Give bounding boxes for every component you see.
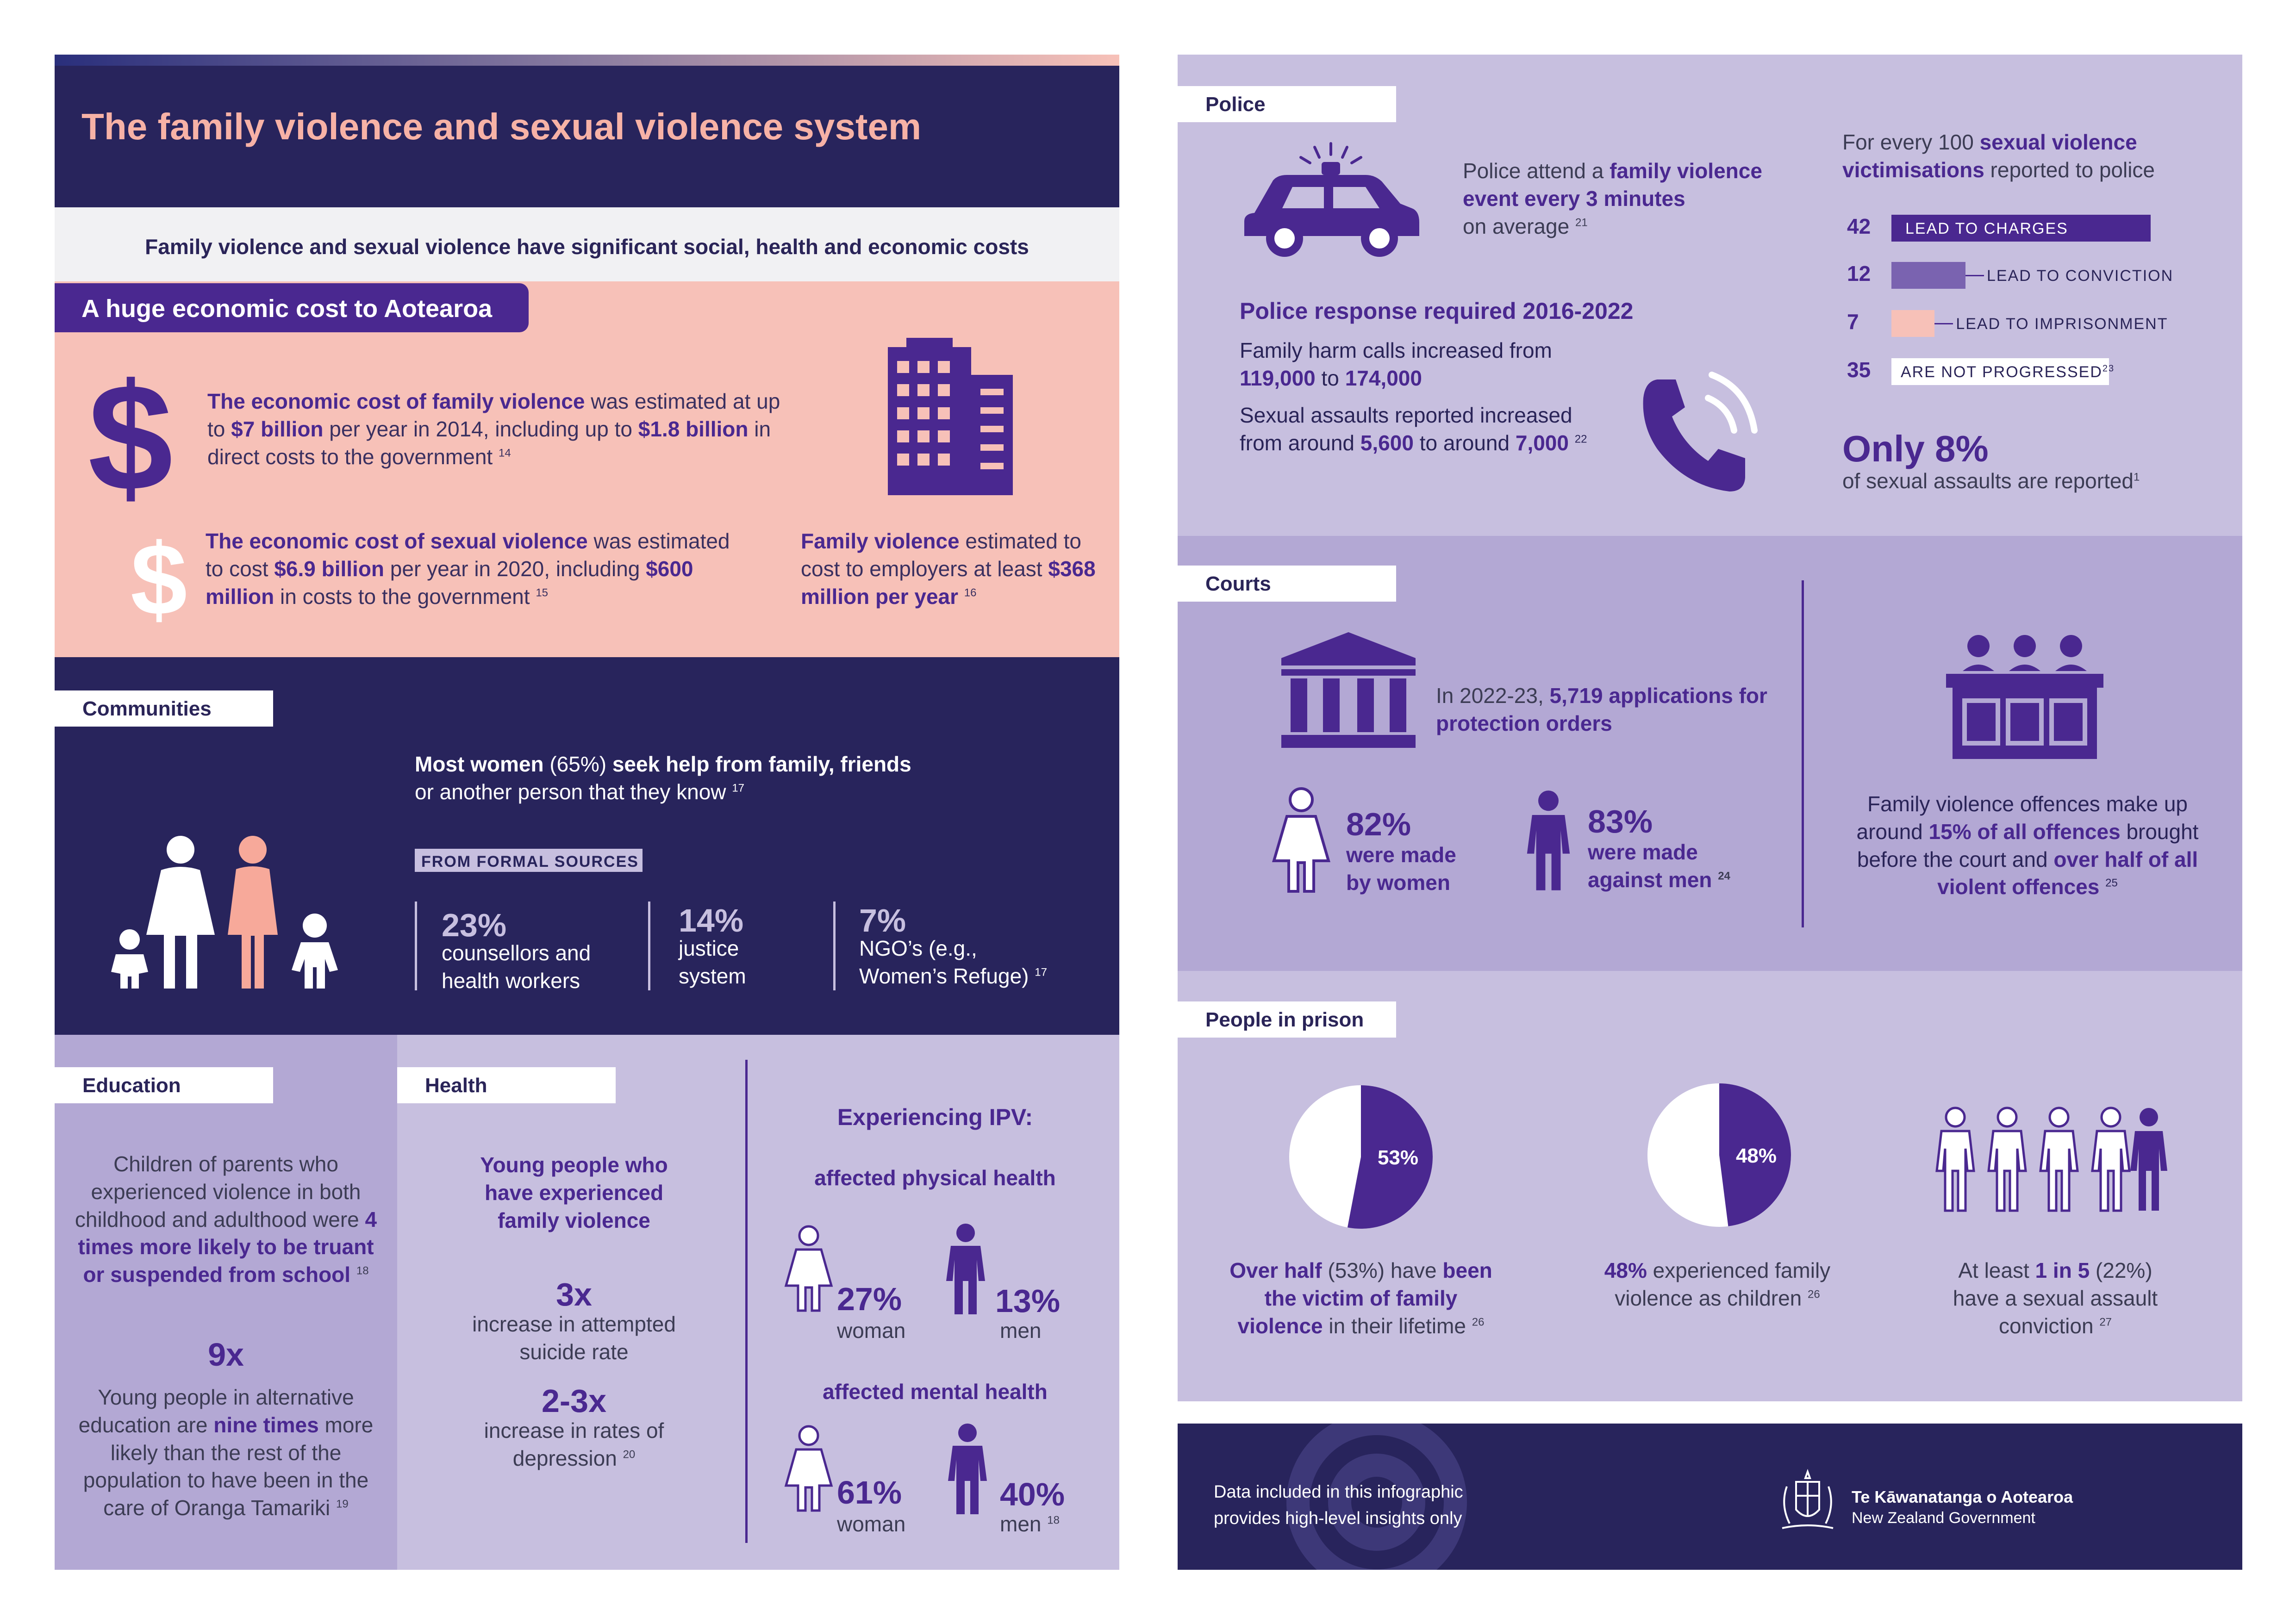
outcome-number: 35 [1847,358,1871,382]
police-response-heading: Police response required 2016-2022 [1240,298,1634,324]
health-tab: Health [397,1067,616,1103]
ipv-mental-men-label: men $^{18}$ [1000,1512,1060,1536]
health-stat-suicide: 3x [556,1276,592,1312]
man-icon [1523,785,1574,896]
courts-women-text: were made by women [1346,843,1456,895]
subtitle: Family violence and sexual violence have significant social, health and economic costs [145,235,1029,259]
prison-caption-conviction: At least 1 in 5 (22%) have a sexual assault conviction $^{27}$ [1953,1258,2158,1338]
outcome-bar [1891,310,1934,337]
outcome-label: LEAD TO IMPRISONMENT [1956,315,2168,333]
communities-intro: Most women (65%) seek help from family, friends or another person that they know $^{17}$ [415,752,911,804]
outcome-bar [1891,262,1965,289]
courts-offences-text: Family violence offences make up around 15% of all offences brought before the court and over half of all violent offences $^{25}$ [1856,792,2199,899]
sv-cost-text: The economic cost of sexual violence was estimated to cost $6.9 billion per year in 2020, including $600 million in costs to the government $^{15}$ [206,529,730,609]
courts-tab: Courts [1178,566,1396,602]
ipv-mental-men-pct: 40% [1000,1476,1065,1512]
police-calls-text: Family harm calls increased from 119,000 to 174,000 [1240,338,1552,390]
prison-people-icon [1937,1106,2168,1213]
divider-stat-1 [648,902,650,990]
ipv-mental-women-pct: 61% [837,1474,902,1511]
health-heading: Young people who have experienced family violence [480,1153,668,1232]
only-8-heading: Only 8% [1842,428,1989,469]
phone-icon [1639,370,1759,495]
ipv-physical-men-pct: 13% [995,1283,1061,1319]
ipv-physical-men-label: men [1000,1318,1042,1343]
police-car-icon [1241,143,1421,259]
ipv-mental-heading: affected mental health [823,1380,1048,1404]
outcome-number: 12 [1847,261,1871,286]
education-fact-2: Young people in alternative education are nine times more likely than the rest of the population to have been in the care of Oranga Tamariki $^{19}$ [78,1385,374,1520]
outcome-number: 7 [1847,310,1859,334]
outcome-leader-line [1965,275,1984,276]
footer-gov-english: New Zealand Government [1852,1509,2035,1527]
courts-divider [1802,580,1804,927]
ipv-physical-women-pct: 27% [837,1281,902,1317]
nz-coat-of-arms-icon [1773,1468,1842,1533]
employer-cost-text: Family violence estimated to cost to employers at least $368 million per year $^{16}$ [801,529,1096,609]
stat-pct-ngo: 7% [859,902,906,939]
police-sa-text: Sexual assaults reported increased from around 5,600 to around 7,000 $^{22}$ [1240,403,1587,455]
courts-men-pct: 83% [1588,803,1653,839]
education-tab: Education [55,1067,273,1103]
outcome-leader-line [1934,323,1953,324]
fv-cost-text: The economic cost of family violence was estimated at up to $7 billion per year in 2014, including up to $1.8 billion in direct costs to the government $^{14}$ [207,389,780,469]
education-big-stat: 9x [208,1337,244,1373]
footer-gov-maori: Te Kāwanatanga o Aotearoa [1852,1487,2073,1506]
dollar-icon-small: $ [131,522,187,636]
top-gradient-bar [55,55,1119,66]
dollar-icon-large: $ [88,352,173,522]
stat-label-counsellors: counsellors and health workers [442,941,591,993]
prison-caption-victim: Over half (53%) have been the victim of family violence in their lifetime $^{26}$ [1229,1258,1492,1338]
divider-stat-2 [833,902,836,990]
prison-tab: People in prison [1178,1001,1396,1038]
outcome-label: LEAD TO CONVICTION [1987,267,2174,285]
woman-icon [783,1225,834,1312]
footer-note: Data included in this infographic provides high-level insights only [1214,1482,1463,1528]
man-icon [944,1423,991,1515]
pie-label: 53% [1377,1146,1419,1169]
prison-pie-victim [1287,1083,1435,1231]
ipv-physical-heading: affected physical health [814,1166,1056,1190]
stat-pct-justice: 14% [679,902,744,939]
divider-stat-0 [415,902,417,990]
stat-pct-counsellors: 23% [442,907,507,943]
education-fact-1: Children of parents who experienced violence in both childhood and adulthood were 4 times more likely to be truant or suspended from school $^{18}$ [75,1152,377,1287]
health-stat-depression: 2-3x [541,1383,607,1419]
stat-label-justice: justice system [679,936,746,988]
ipv-mental-women-label: woman [837,1512,906,1536]
office-building-icon [888,338,1013,495]
family-group-icon [106,833,347,990]
prison-caption-children: 48% experienced family violence as children $^{26}$ [1604,1258,1831,1310]
communities-tab: Communities [55,690,273,727]
police-tab: Police [1178,86,1396,122]
economic-badge-label: A huge economic cost to Aotearoa [81,295,493,323]
outcome-label: LEAD TO CHARGES [1905,220,2068,237]
only-8-text: of sexual assaults are reported$^1$ [1842,469,2140,493]
outcome-label: ARE NOT PROGRESSED$^{23}$ [1901,363,2115,381]
man-icon [942,1223,989,1315]
woman-icon [783,1424,834,1512]
courthouse-icon [1281,632,1416,748]
outcome-number: 42 [1847,214,1871,238]
police-attend-text: Police attend a family violence event every 3 minutes on average $^{21}$ [1463,159,1762,238]
courts-men-text: were made against men $^{24}$ [1588,840,1730,892]
ipv-heading: Experiencing IPV: [837,1104,1033,1130]
courts-applications: In 2022-23, 5,719 applications for protection orders [1436,684,1767,735]
pie-label: 48% [1735,1144,1777,1167]
ipv-divider [745,1060,748,1543]
ipv-physical-women-label: woman [837,1318,906,1343]
stat-label-ngo: NGO’s (e.g., Women’s Refuge) $^{17}$ [859,936,1047,988]
formal-sources-label: FROM FORMAL SOURCES [421,853,639,871]
per100-heading: For every 100 sexual violence victimisations reported to police [1842,130,2155,182]
health-stat-depression-label: increase in rates of depression $^{20}$ [484,1418,664,1470]
courts-women-pct: 82% [1346,806,1411,842]
court-bench-icon [1946,634,2103,759]
page-title: The family violence and sexual violence system [81,106,922,147]
prison-pie-children [1645,1081,1793,1229]
health-stat-suicide-label: increase in attempted suicide rate [472,1312,676,1364]
woman-icon [1271,787,1331,893]
